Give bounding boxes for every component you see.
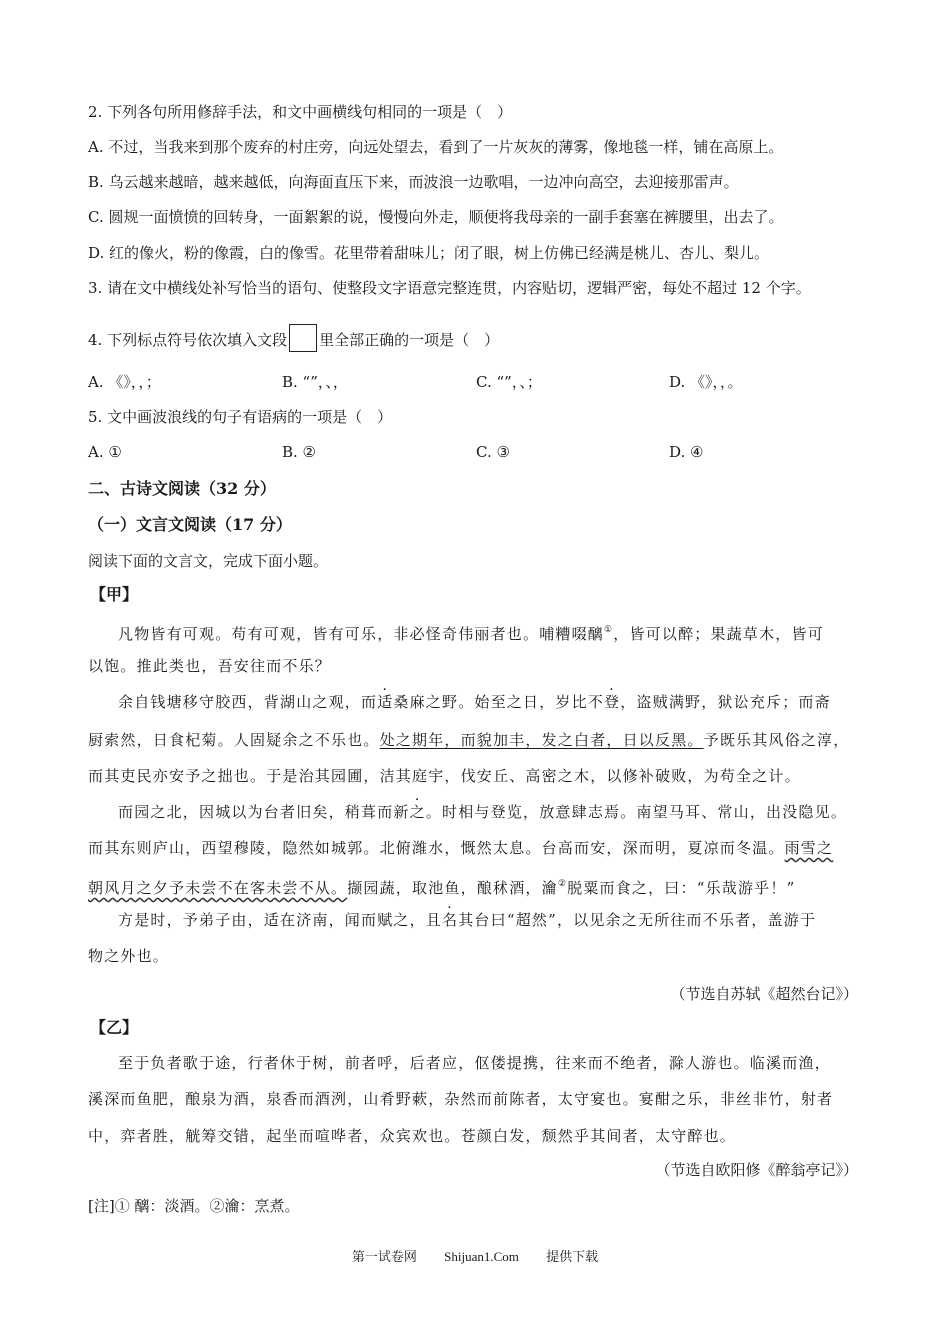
q2-option-a: A. 不过，当我来到那个废弃的村庄旁，向远处望去，看到了一片灰灰的薄雾，像地毯一样，铺在高原上。 (88, 138, 784, 156)
jia-p2-line2: 厨索然，日食杞菊。人固疑余之不乐也。处之期年，而貌加丰，发之白者，日以反黑。予既乐其风俗之淳， (88, 731, 850, 749)
passage-yi-label: 【乙】 (90, 1018, 139, 1037)
reading-instruction: 阅读下面的文言文，完成下面小题。 (88, 552, 329, 570)
q2-option-b: B. 乌云越来越暗，越来越低，向海面直压下来，而波浪一边歌唱，一边冲向高空，去迎接那雷声。 (88, 173, 739, 191)
wavy-sentence-part2: 朝风月之夕予未尝不在客未尝不从。 (88, 879, 348, 897)
underlined-sentence: 处之期年，而貌加丰，发之白者，日以反黑。 (379, 731, 704, 749)
q4-stem-after: 里全部正确的一项是（ ） (319, 331, 500, 349)
q4-option-a: A. 《》，，； (88, 373, 161, 391)
footer-site: 第一试卷网 (351, 1249, 417, 1264)
annotation-note: [注]① 醨：淡酒。②瀹：烹煮。 (88, 1197, 300, 1215)
yi-source: （节选自欧阳修《醉翁亭记》） (655, 1161, 858, 1179)
jia-p3-line3: 朝风月之夕予未尝不在客未尝不从。撷园蔬，取池鱼，酿秫酒，瀹②脱粟而食之，曰：“乐哉游乎！” (88, 879, 796, 897)
subsection-title: （一）文言文阅读（17 分） (88, 515, 292, 534)
q2-option-c: C. 圆规一面愤愤的回转身，一面絮絮的说，慢慢向外走，顺便将我母亲的一副手套塞在裤腰里，出去了。 (88, 208, 784, 226)
footer-domain: Shijuan1.Com (444, 1249, 519, 1264)
wavy-sentence-part1: 雨雪之 (784, 839, 834, 857)
jia-p3-line2: 而其东则庐山，西望穆陵，隐然如城郭。北俯潍水，慨然太息。台高而安，深而明，夏凉而冬温。雨雪之 (88, 839, 834, 857)
q4-stem-before: 4. 下列标点符号依次填入文段 (88, 331, 288, 349)
q5-option-c: C. ③ (476, 443, 510, 461)
footer-provide: 提供下载 (546, 1249, 599, 1264)
q2-option-d: D. 红的像火，粉的像霞，白的像雪。花里带着甜味儿；闭了眼，树上仿佛已经满是桃儿、杏儿、梨儿。 (88, 244, 770, 262)
q4-option-c: C. “”，、； (476, 373, 542, 391)
q5-option-b: B. ② (282, 443, 317, 461)
jia-p2-line3: 而其吏民亦安予之拙也。于是治其园圃，洁其庭宇，伐安丘、高密之木，以修补破败，为苟全之计。 (88, 767, 801, 785)
jia-p2-line1: 余自钱塘移守胶西，背湖山之观，而适桑麻之野。始至之日，岁比不登，盗贼满野，狱讼充斥；而斋 (118, 693, 831, 711)
yi-line1: 至于负者歌于途，行者休于树，前者呼，后者应，伛偻提携，往来而不绝者，滁人游也。临溪而渔， (118, 1054, 831, 1072)
q4-option-b: B. “”，、， (282, 373, 348, 391)
jia-p1-line1: 凡物皆有可观。苟有可观，皆有可乐，非必怪奇伟丽者也。哺糟啜醨①，皆可以醉；果蔬草木，皆可 (118, 625, 824, 643)
q5-option-d: D. ④ (669, 443, 704, 461)
jia-p4-line2: 物之外也。 (88, 947, 170, 965)
q2-stem: 2. 下列各句所用修辞手法，和文中画横线句相同的一项是（ ） (88, 103, 513, 121)
section-title: 二、古诗文阅读（32 分） (88, 479, 276, 498)
q5-option-a: A. ① (88, 443, 122, 461)
blank-box (289, 324, 317, 352)
jia-p4-line1: 方是时，予弟子由，适在济南，闻而赋之，且名其台曰“超然”，以见余之无所往而不乐者，盖游于 (118, 911, 817, 929)
jia-p1-line2: 以饱。推此类也，吾安往而不乐？ (88, 657, 332, 675)
yi-line3: 中，弈者胜，觥筹交错，起坐而喧哗者，众宾欢也。苍颜白发，颓然乎其间者，太守醉也。 (88, 1127, 737, 1145)
jia-source: （节选自苏轼《超然台记》） (670, 985, 858, 1003)
passage-jia-label: 【甲】 (90, 585, 139, 604)
q3-stem: 3. 请在文中横线处补写恰当的语句、使整段文字语意完整连贯，内容贴切，逻辑严密，每处不超过 12 个字。 (88, 279, 811, 297)
q4-stem (88, 324, 890, 352)
q5-stem: 5. 文中画波浪线的句子有语病的一项是（ ） (88, 408, 393, 426)
yi-line2: 溪深而鱼肥，酿泉为酒，泉香而酒洌，山肴野蔌，杂然而前陈者，太守宴也。宴酣之乐，非丝非竹，射者 (88, 1090, 834, 1108)
q4-option-d: D. 《》，，。 (669, 373, 743, 391)
jia-p3-line1: 而园之北，因城以为台者旧矣，稍葺而新之。时相与登览，放意肆志焉。南望马耳、常山，出没隐见。 (118, 803, 848, 821)
page-footer (0, 1246, 950, 1265)
